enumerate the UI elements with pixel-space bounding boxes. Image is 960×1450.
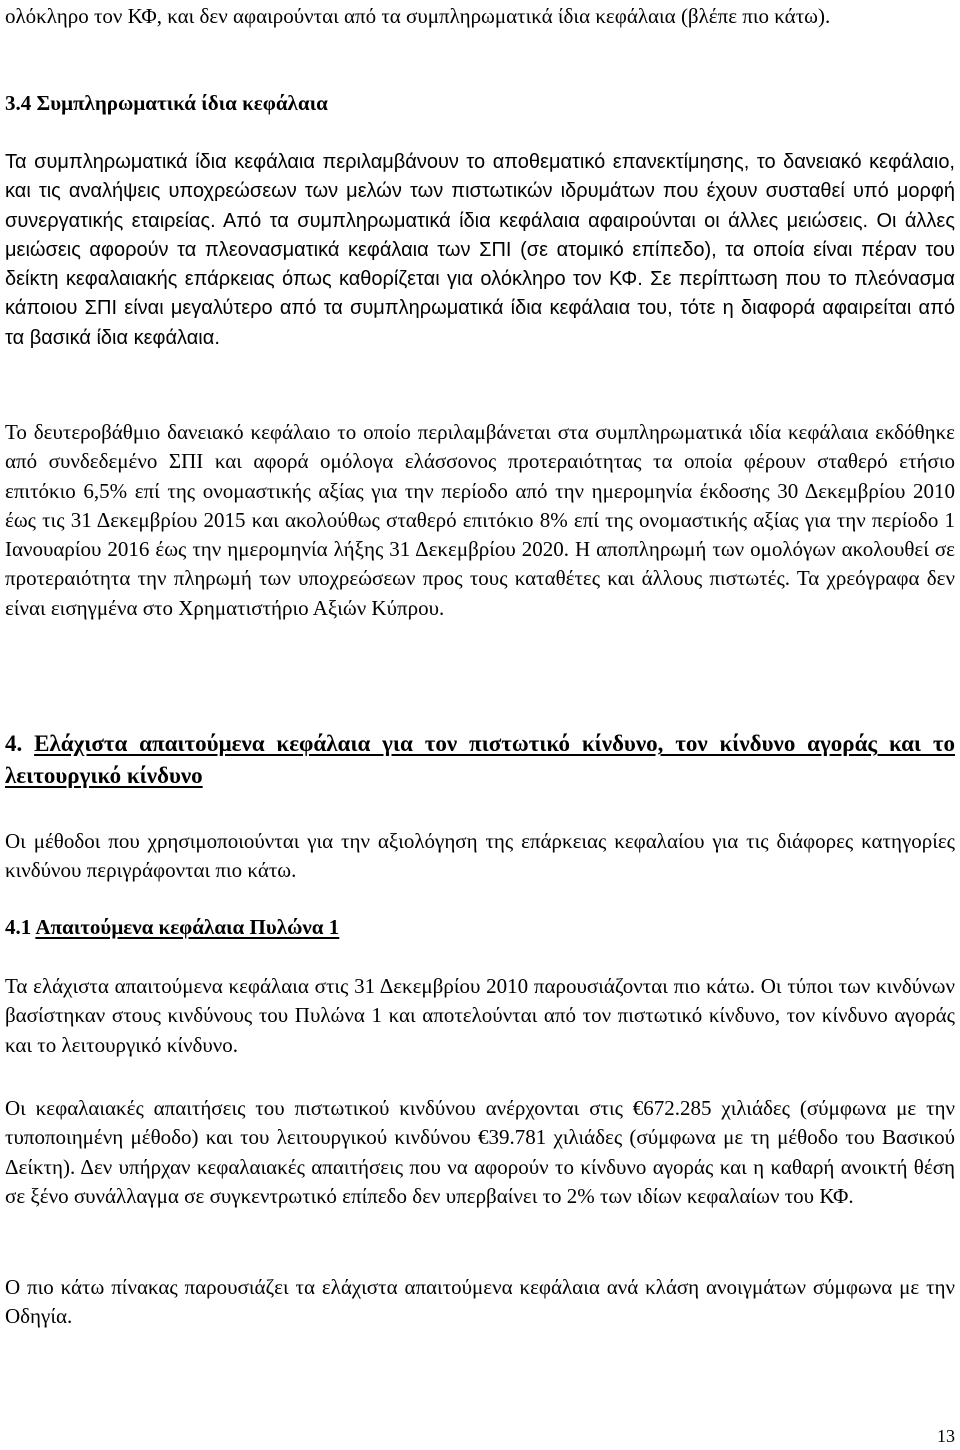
section-4-1-heading: [5, 913, 339, 942]
section-4-heading: [5, 728, 955, 792]
section-4-1-paragraph-3: Ο πιο κάτω πίνακας παρουσιάζει τα ελάχιστα απαιτούμενα κεφάλαια ανά κλάση ανοιγμάτων σύμφωνα με την Οδηγία.: [5, 1275, 955, 1329]
section-4-1-number: 4.1: [5, 915, 32, 939]
section-4-1-paragraph-2: Οι κεφαλαιακές απαιτήσεις του πιστωτικού κινδύνου ανέρχονται στις €672.285 χιλιάδες (σύμφωνα με την τυποποιημένη μέθοδο) και του λειτουργικού κινδύνου €39.781 χιλιάδες (σύμφωνα με τη μέθοδο του Βασικού Δείκτη). Δεν υπήρχαν κεφαλαιακές απαιτήσεις που να αφορούν το κίνδυνο αγοράς και η καθαρή ανοικτή θέση σε ξένο συνάλλαγμα σε συγκεντρωτικό επίπεδο δεν υπερβαίνει το 2% των ιδίων κεφαλαίων του ΚΦ.: [5, 1096, 955, 1208]
intro-fragment: ολόκληρο τον ΚΦ, και δεν αφαιρούνται από τα συμπληρωματικά ίδια κεφάλαια (βλέπε πιο κάτω).: [5, 4, 831, 28]
section-3-4-title: Συμπληρωματικά ίδια κεφάλαια: [36, 91, 328, 115]
section-4-1-title: Απαιτούμενα κεφάλαια Πυλώνα 1: [35, 915, 340, 939]
section-4-paragraph-1: Οι μέθοδοι που χρησιμοποιούνται για την αξιολόγηση της επάρκειας κεφαλαίου για τις διάφορες κατηγορίες κινδύνου περιγράφονται πιο κάτω.: [5, 829, 955, 883]
section-4-title: Ελάχιστα απαιτούμενα κεφάλαια για τον πιστωτικό κίνδυνο, τον κίνδυνο αγοράς και το λειτουργικό κίνδυνο: [5, 731, 955, 788]
section-3-4-paragraph-2: Το δευτεροβάθμιο δανειακό κεφάλαιο το οποίο περιλαμβάνεται στα συμπληρωματικά ιδία κεφάλαια εκδόθηκε από συνδεδεμένο ΣΠΙ και αφορά ομόλογα ελάσσονος προτεραιότητας τα οποία φέρουν σταθερό ετήσιο επιτόκιο 6,5% επί της ονομαστικής αξίας για την περίοδο από την ημερομηνία έκδοσης 30 Δεκεμβρίου 2010 έως τις 31 Δεκεμβρίου 2015 και ακολούθως σταθερό επιτόκιο 8% επί της ονομαστικής αξίας για την περίοδο 1 Ιανουαρίου 2016 έως την ημερομηνία λήξης 31 Δεκεμβρίου 2020. Η αποπληρωμή των ομολόγων ακολουθεί σε προτεραιότητα την πληρωμή των υποχρεώσεων προς τους καταθέτες και άλλους πιστωτές. Τα χρεόγραφα δεν είναι εισηγμένα στο Χρηματιστήριο Αξιών Κύπρου.: [5, 420, 955, 620]
section-4-1-paragraph-1: Τα ελάχιστα απαιτούμενα κεφάλαια στις 31 Δεκεμβρίου 2010 παρουσιάζονται πιο κάτω. Οι τύποι των κινδύνων βασίστηκαν στους κινδύνους του Πυλώνα 1 και αποτελούνται από τον πιστωτικό κίνδυνο, τον κίνδυνο αγοράς και το λειτουργικό κίνδυνο.: [5, 974, 955, 1057]
section-3-4-paragraph-1: Τα συμπληρωματικά ίδια κεφάλαια περιλαμβάνουν το αποθεματικό επανεκτίμησης, το δανειακό κεφάλαιο, και τις αναλήψεις υποχρεώσεων των μελών των πιστωτικών ιδρυμάτων που έχουν συσταθεί υπό μορφή συνεργατικής εταιρείας. Από τα συμπληρωματικά ίδια κεφάλαια αφαιρούνται οι άλλες μειώσεις. Οι άλλες μειώσεις αφορούν τα πλεονασματικά κεφάλαια των ΣΠΙ (σε ατομικό επίπεδο), τα οποία είναι πέραν του δείκτη κεφαλαιακής επάρκειας όπως καθορίζεται για ολόκληρο τον ΚΦ. Σε περίπτωση που το πλεόνασμα κάποιου ΣΠΙ είναι μεγαλύτερο από τα συμπληρωματικά ίδια κεφάλαια του, τότε η διαφορά αφαιρείται από τα βασικά ίδια κεφάλαια.: [5, 151, 955, 349]
section-4-number: 4.: [5, 731, 23, 756]
page-number: 13: [937, 1426, 955, 1446]
section-3-4-heading: [5, 89, 328, 118]
section-3-4-number: 3.4: [5, 91, 32, 115]
